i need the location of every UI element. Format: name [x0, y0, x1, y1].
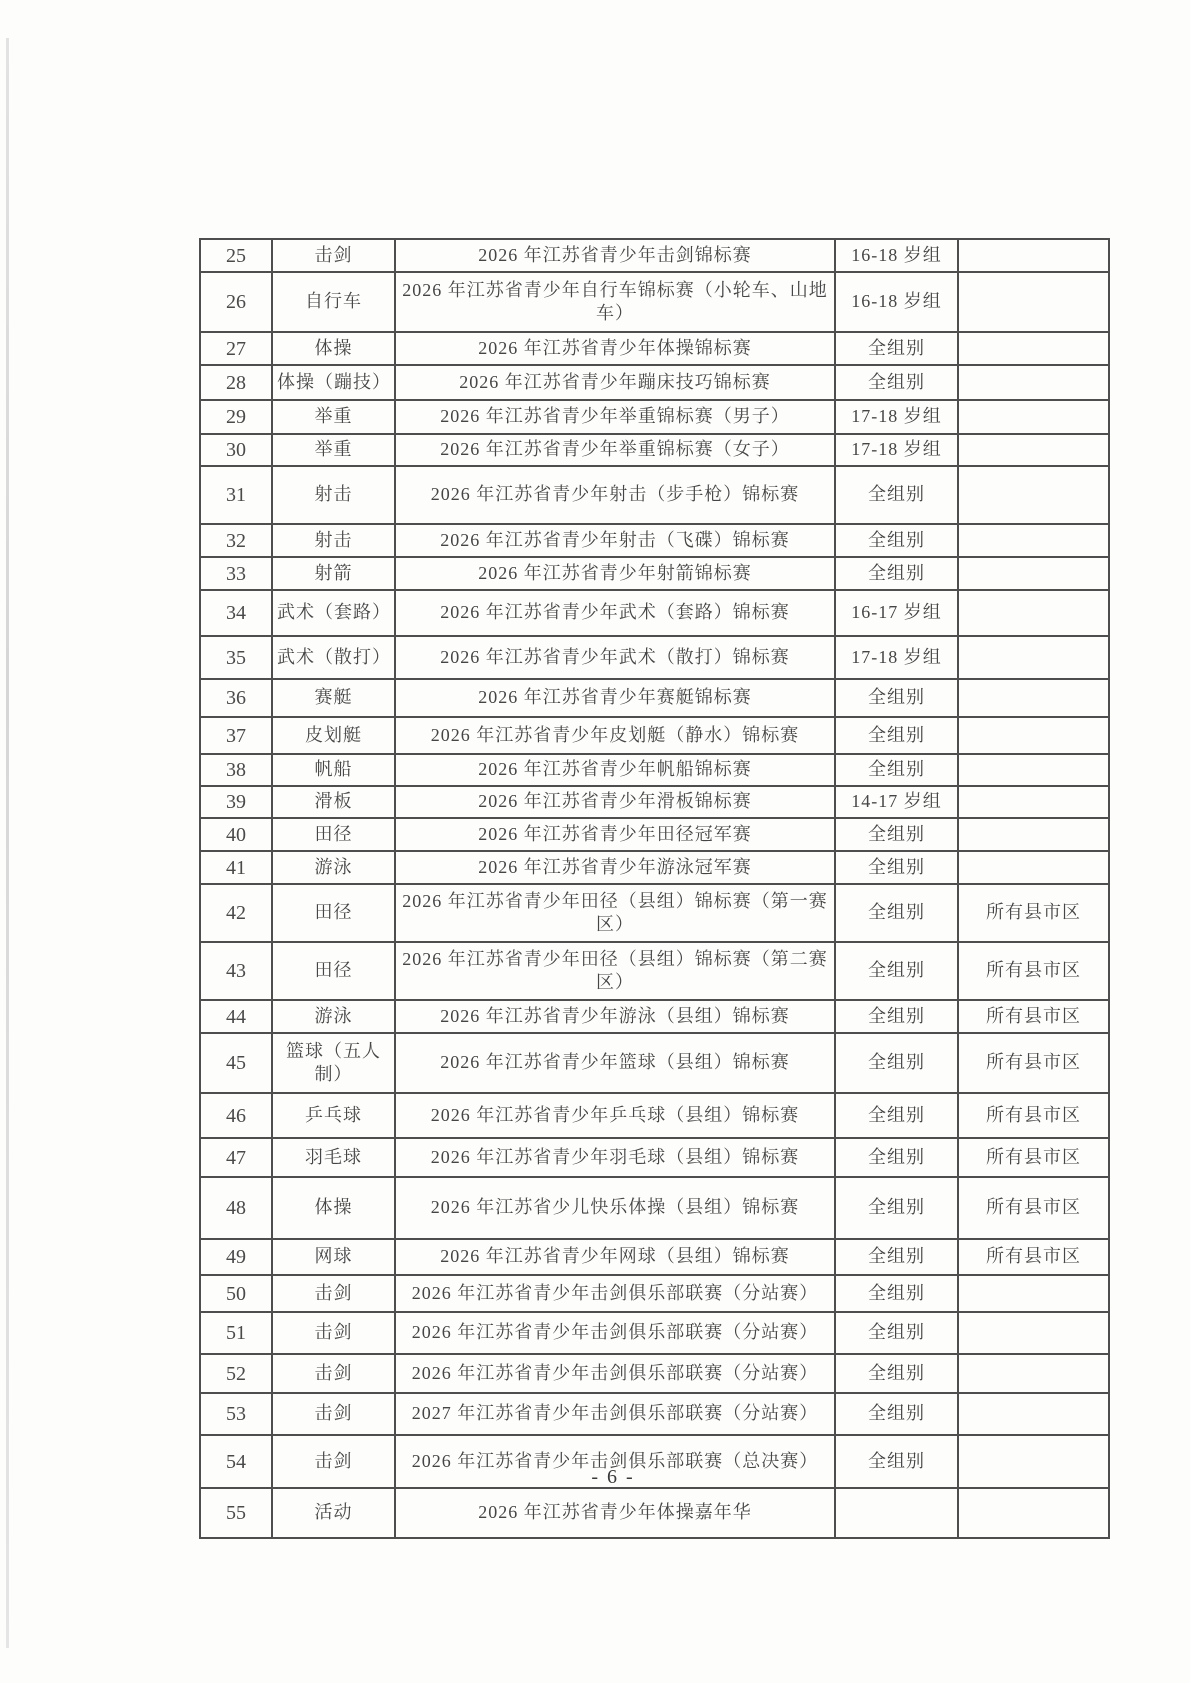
age-group: 全组别	[835, 851, 958, 884]
age-group: 全组别	[835, 1033, 958, 1093]
sport-name: 射击	[272, 466, 395, 524]
host-region	[958, 636, 1109, 679]
age-group: 全组别	[835, 1393, 958, 1435]
age-group: 全组别	[835, 1239, 958, 1275]
row-number: 36	[200, 679, 272, 717]
event-name: 2026 年江苏省青少年游泳冠军赛	[395, 851, 835, 884]
row-number: 42	[200, 884, 272, 942]
host-region: 所有县市区	[958, 884, 1109, 942]
row-number: 32	[200, 524, 272, 557]
event-name: 2026 年江苏省青少年击剑俱乐部联赛（分站赛）	[395, 1354, 835, 1393]
table-row	[200, 332, 1109, 365]
event-name: 2026 年江苏省青少年射击（飞碟）锦标赛	[395, 524, 835, 557]
host-region	[958, 239, 1109, 272]
table-row	[200, 818, 1109, 851]
sport-name: 击剑	[272, 1275, 395, 1312]
event-name: 2026 年江苏省少儿快乐体操（县组）锦标赛	[395, 1177, 835, 1239]
age-group: 全组别	[835, 884, 958, 942]
sport-name: 田径	[272, 818, 395, 851]
event-name: 2026 年江苏省青少年田径（县组）锦标赛（第一赛区）	[395, 884, 835, 942]
table-row	[200, 1093, 1109, 1138]
table-row	[200, 1312, 1109, 1354]
event-name: 2026 年江苏省青少年射击（步手枪）锦标赛	[395, 466, 835, 524]
row-number: 49	[200, 1239, 272, 1275]
age-group: 全组别	[835, 679, 958, 717]
host-region: 所有县市区	[958, 1239, 1109, 1275]
host-region	[958, 679, 1109, 717]
sport-name: 皮划艇	[272, 717, 395, 754]
row-number: 46	[200, 1093, 272, 1138]
host-region	[958, 818, 1109, 851]
event-name: 2026 年江苏省青少年武术（散打）锦标赛	[395, 636, 835, 679]
sport-name: 活动	[272, 1488, 395, 1538]
table-row	[200, 1275, 1109, 1312]
age-group: 全组别	[835, 1177, 958, 1239]
event-name: 2027 年江苏省青少年击剑俱乐部联赛（分站赛）	[395, 1393, 835, 1435]
sport-name: 田径	[272, 884, 395, 942]
row-number: 48	[200, 1177, 272, 1239]
event-name: 2026 年江苏省青少年击剑俱乐部联赛（分站赛）	[395, 1275, 835, 1312]
table-row	[200, 1138, 1109, 1177]
table-row	[200, 466, 1109, 524]
row-number: 52	[200, 1354, 272, 1393]
age-group: 全组别	[835, 818, 958, 851]
sport-name: 举重	[272, 434, 395, 466]
age-group: 全组别	[835, 1312, 958, 1354]
host-region	[958, 466, 1109, 524]
event-name: 2026 年江苏省青少年击剑俱乐部联赛（总决赛）	[395, 1435, 835, 1488]
event-name: 2026 年江苏省青少年举重锦标赛（男子）	[395, 400, 835, 434]
host-region	[958, 786, 1109, 818]
row-number: 53	[200, 1393, 272, 1435]
table-row	[200, 272, 1109, 332]
table-row	[200, 717, 1109, 754]
host-region	[958, 717, 1109, 754]
age-group: 17-18 岁组	[835, 434, 958, 466]
sport-name: 乒乓球	[272, 1093, 395, 1138]
sport-name: 游泳	[272, 851, 395, 884]
host-region	[958, 434, 1109, 466]
table-row	[200, 1033, 1109, 1093]
sport-name: 击剑	[272, 1393, 395, 1435]
table-row	[200, 1239, 1109, 1275]
sport-name: 体操	[272, 1177, 395, 1239]
age-group: 17-18 岁组	[835, 400, 958, 434]
age-group: 全组别	[835, 365, 958, 400]
row-number: 40	[200, 818, 272, 851]
table-row	[200, 1354, 1109, 1393]
event-name: 2026 年江苏省青少年体操锦标赛	[395, 332, 835, 365]
event-name: 2026 年江苏省青少年体操嘉年华	[395, 1488, 835, 1538]
table-row	[200, 1393, 1109, 1435]
age-group: 全组别	[835, 1093, 958, 1138]
age-group: 16-18 岁组	[835, 272, 958, 332]
host-region	[958, 524, 1109, 557]
table-row	[200, 524, 1109, 557]
page-number: - 6 -	[591, 1466, 635, 1488]
age-group	[835, 1488, 958, 1538]
event-name: 2026 年江苏省青少年蹦床技巧锦标赛	[395, 365, 835, 400]
age-group: 全组别	[835, 332, 958, 365]
sport-name: 自行车	[272, 272, 395, 332]
host-region: 所有县市区	[958, 1093, 1109, 1138]
row-number: 47	[200, 1138, 272, 1177]
event-name: 2026 年江苏省青少年赛艇锦标赛	[395, 679, 835, 717]
event-name: 2026 年江苏省青少年自行车锦标赛（小轮车、山地车）	[395, 272, 835, 332]
event-name: 2026 年江苏省青少年田径（县组）锦标赛（第二赛区）	[395, 942, 835, 1000]
age-group: 17-18 岁组	[835, 636, 958, 679]
row-number: 39	[200, 786, 272, 818]
table-row	[200, 1000, 1109, 1033]
age-group: 全组别	[835, 1138, 958, 1177]
row-number: 31	[200, 466, 272, 524]
host-region: 所有县市区	[958, 942, 1109, 1000]
row-number: 45	[200, 1033, 272, 1093]
table-row	[200, 754, 1109, 786]
host-region	[958, 365, 1109, 400]
row-number: 44	[200, 1000, 272, 1033]
sport-name: 帆船	[272, 754, 395, 786]
row-number: 25	[200, 239, 272, 272]
age-group: 全组别	[835, 1275, 958, 1312]
sport-name: 体操	[272, 332, 395, 365]
host-region	[958, 400, 1109, 434]
table-row	[200, 1177, 1109, 1239]
event-name: 2026 年江苏省青少年乒乓球（县组）锦标赛	[395, 1093, 835, 1138]
table-row	[200, 590, 1109, 636]
sport-name: 举重	[272, 400, 395, 434]
age-group: 全组别	[835, 1000, 958, 1033]
sport-name: 击剑	[272, 1435, 395, 1488]
sport-name: 滑板	[272, 786, 395, 818]
sport-name: 武术（散打）	[272, 636, 395, 679]
sport-name: 体操（蹦技）	[272, 365, 395, 400]
age-group: 全组别	[835, 717, 958, 754]
host-region: 所有县市区	[958, 1000, 1109, 1033]
event-name: 2026 年江苏省青少年射箭锦标赛	[395, 557, 835, 590]
event-name: 2026 年江苏省青少年游泳（县组）锦标赛	[395, 1000, 835, 1033]
competitions-table	[199, 238, 1110, 1539]
sport-name: 网球	[272, 1239, 395, 1275]
host-region	[958, 590, 1109, 636]
table-row	[200, 884, 1109, 942]
host-region	[958, 1312, 1109, 1354]
event-name: 2026 年江苏省青少年帆船锦标赛	[395, 754, 835, 786]
event-name: 2026 年江苏省青少年网球（县组）锦标赛	[395, 1239, 835, 1275]
sport-name: 射击	[272, 524, 395, 557]
table-row	[200, 434, 1109, 466]
sport-name: 羽毛球	[272, 1138, 395, 1177]
row-number: 51	[200, 1312, 272, 1354]
event-name: 2026 年江苏省青少年羽毛球（县组）锦标赛	[395, 1138, 835, 1177]
host-region	[958, 754, 1109, 786]
age-group: 全组别	[835, 1354, 958, 1393]
row-number: 37	[200, 717, 272, 754]
row-number: 38	[200, 754, 272, 786]
row-number: 27	[200, 332, 272, 365]
table-row	[200, 942, 1109, 1000]
row-number: 34	[200, 590, 272, 636]
event-name: 2026 年江苏省青少年田径冠军赛	[395, 818, 835, 851]
table-row	[200, 365, 1109, 400]
table-row	[200, 851, 1109, 884]
sport-name: 赛艇	[272, 679, 395, 717]
host-region	[958, 272, 1109, 332]
table-row	[200, 557, 1109, 590]
row-number: 43	[200, 942, 272, 1000]
row-number: 28	[200, 365, 272, 400]
event-name: 2026 年江苏省青少年皮划艇（静水）锦标赛	[395, 717, 835, 754]
host-region: 所有县市区	[958, 1177, 1109, 1239]
table-row	[200, 400, 1109, 434]
event-name: 2026 年江苏省青少年篮球（县组）锦标赛	[395, 1033, 835, 1093]
host-region	[958, 851, 1109, 884]
age-group: 全组别	[835, 754, 958, 786]
sport-name: 击剑	[272, 1354, 395, 1393]
age-group: 全组别	[835, 466, 958, 524]
event-name: 2026 年江苏省青少年击剑锦标赛	[395, 239, 835, 272]
sport-name: 武术（套路）	[272, 590, 395, 636]
table-row	[200, 636, 1109, 679]
row-number: 29	[200, 400, 272, 434]
age-group: 全组别	[835, 1435, 958, 1488]
row-number: 30	[200, 434, 272, 466]
age-group: 16-18 岁组	[835, 239, 958, 272]
sport-name: 游泳	[272, 1000, 395, 1033]
row-number: 35	[200, 636, 272, 679]
sport-name: 田径	[272, 942, 395, 1000]
sport-name: 射箭	[272, 557, 395, 590]
age-group: 14-17 岁组	[835, 786, 958, 818]
row-number: 26	[200, 272, 272, 332]
competitions-table-body	[200, 239, 1109, 1538]
event-name: 2026 年江苏省青少年举重锦标赛（女子）	[395, 434, 835, 466]
row-number: 55	[200, 1488, 272, 1538]
sport-name: 篮球（五人制）	[272, 1033, 395, 1093]
row-number: 54	[200, 1435, 272, 1488]
age-group: 全组别	[835, 942, 958, 1000]
table-row	[200, 786, 1109, 818]
scan-artifact-line	[6, 38, 9, 1648]
host-region: 所有县市区	[958, 1033, 1109, 1093]
age-group: 全组别	[835, 557, 958, 590]
host-region: 所有县市区	[958, 1138, 1109, 1177]
table-row	[200, 679, 1109, 717]
table-row	[200, 239, 1109, 272]
age-group: 16-17 岁组	[835, 590, 958, 636]
event-name: 2026 年江苏省青少年武术（套路）锦标赛	[395, 590, 835, 636]
row-number: 50	[200, 1275, 272, 1312]
table-row	[200, 1488, 1109, 1538]
sport-name: 击剑	[272, 239, 395, 272]
row-number: 41	[200, 851, 272, 884]
sport-name: 击剑	[272, 1312, 395, 1354]
event-name: 2026 年江苏省青少年击剑俱乐部联赛（分站赛）	[395, 1312, 835, 1354]
host-region	[958, 1275, 1109, 1312]
host-region	[958, 1488, 1109, 1538]
host-region	[958, 1393, 1109, 1435]
host-region	[958, 332, 1109, 365]
age-group: 全组别	[835, 524, 958, 557]
row-number: 33	[200, 557, 272, 590]
host-region	[958, 557, 1109, 590]
event-name: 2026 年江苏省青少年滑板锦标赛	[395, 786, 835, 818]
host-region	[958, 1354, 1109, 1393]
